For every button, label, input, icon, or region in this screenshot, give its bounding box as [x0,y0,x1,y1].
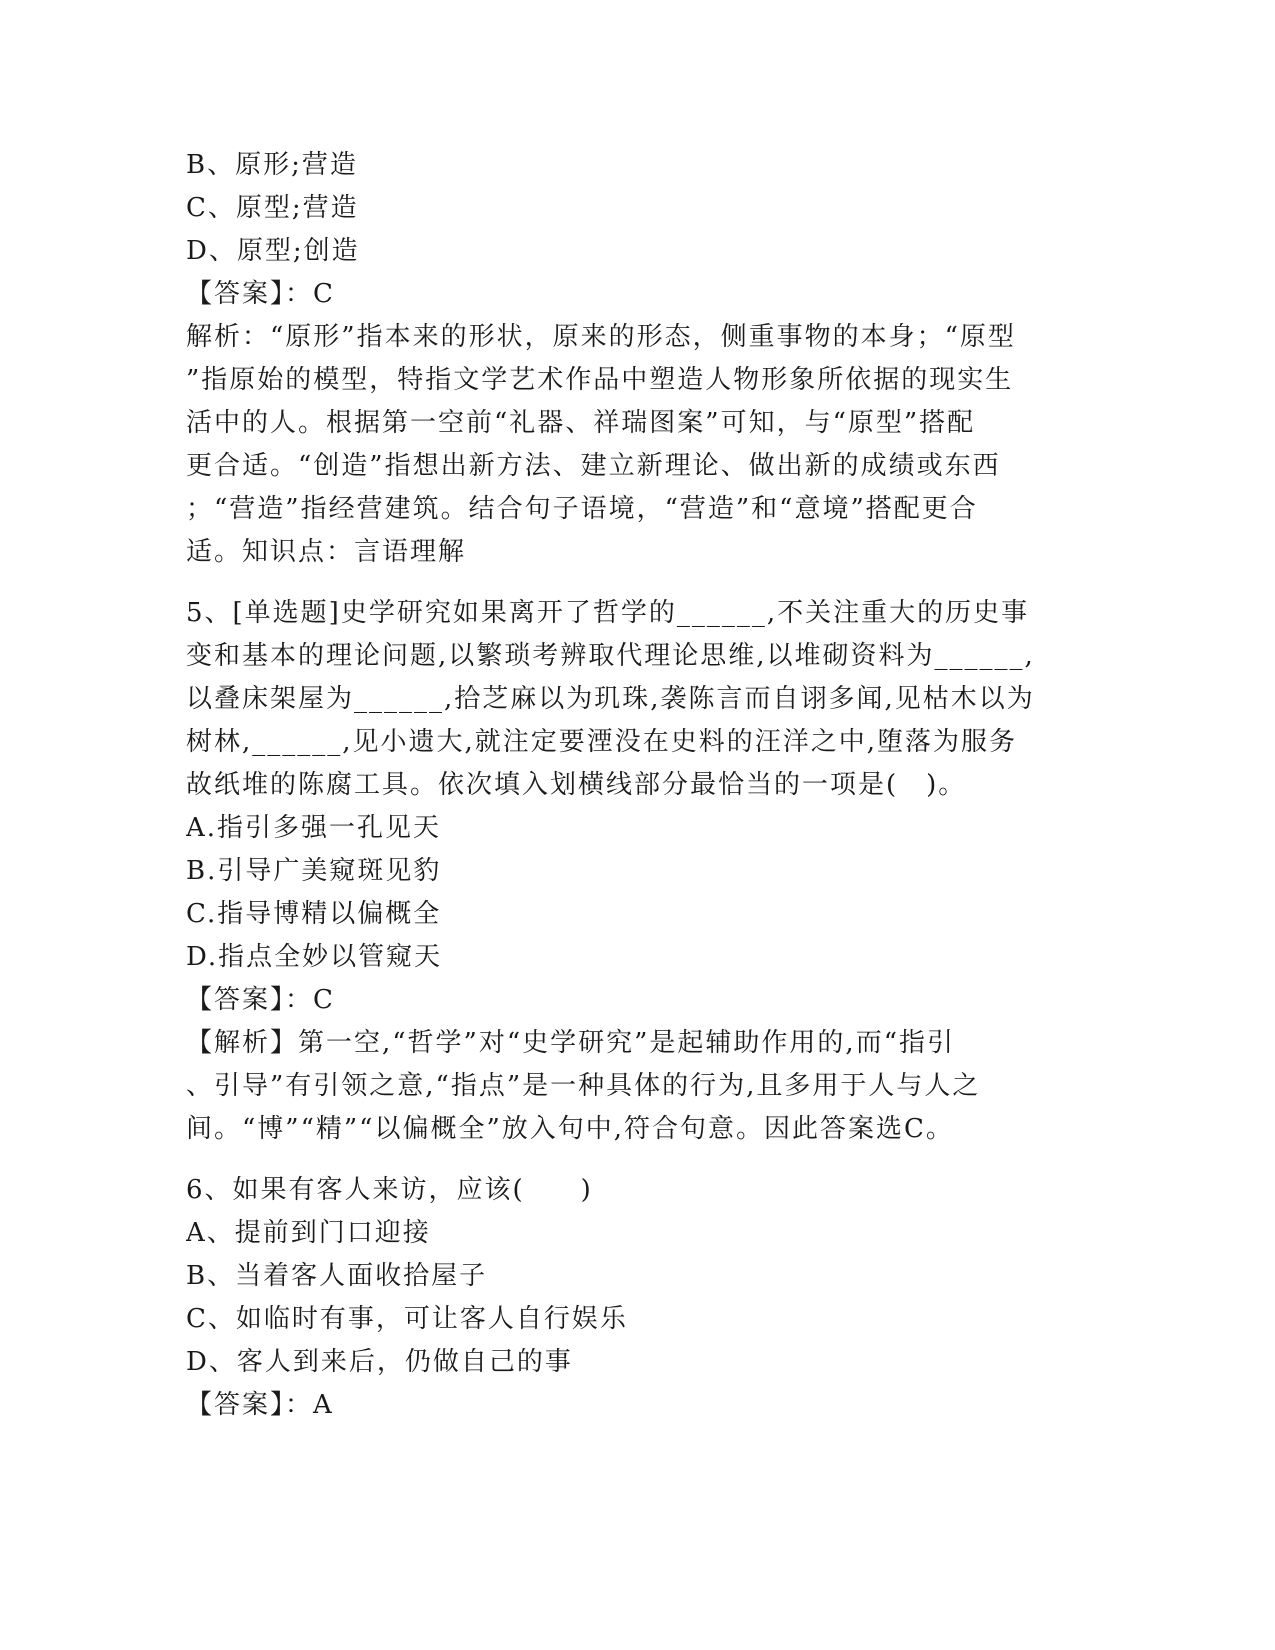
option-d: D、客人到来后，仍做自己的事 [186,1347,573,1377]
analysis-line: 【解析】第一空,“哲学”对“史学研究”是起辅助作用的,而“指引 [186,1028,955,1058]
analysis-line: 间。“博”“精”“以偏概全”放入句中,符合句意。因此答案选C。 [186,1114,954,1144]
option-c: C、原型;营造 [186,193,359,223]
option-d: D.指点全妙以管窥天 [186,942,443,972]
option-d: D、原型;创造 [186,236,360,266]
question-stem-line: 故纸堆的陈腐工具。依次填入划横线部分最恰当的一项是( )。 [186,770,967,800]
question-stem-line: 6、如果有客人来访，应该( ) [186,1175,593,1205]
analysis-line: 更合适。“创造”指想出新方法、建立新理论、做出新的成绩或东西 [186,451,1001,481]
option-b: B、当着客人面收拾屋子 [186,1261,488,1291]
document-content [186,144,1086,1427]
question-5-block [186,592,1086,1151]
question-stem-line: 5、[单选题]史学研究如果离开了哲学的______,不关注重大的历史事 [186,598,1030,628]
answer-line: 【答案】：C [186,279,335,309]
question-4-block [186,144,1086,574]
option-c: C.指导博精以偏概全 [186,899,442,929]
question-stem-line: 以叠床架屋为______,拾芝麻以为玑珠,袭陈言而自诩多闻,见枯木以为 [186,684,1035,714]
option-b: B.引导广美窥斑见豹 [186,856,442,886]
option-c: C、如临时有事，可让客人自行娱乐 [186,1304,628,1334]
option-a: A.指引多强一孔见天 [186,813,442,843]
section-gap [186,574,1086,592]
option-a: A、提前到门口迎接 [186,1218,431,1248]
answer-line: 【答案】：A [186,1390,334,1420]
analysis-line: ”指原始的模型，特指文学艺术作品中塑造人物形象所依据的现实生 [186,365,1014,395]
question-stem-line: 树林,______,见小遗大,就注定要湮没在史料的汪洋之中,堕落为服务 [186,727,1018,757]
question-stem-line: 变和基本的理论问题,以繁琐考辨取代理论思维,以堆砌资料为______, [186,641,1035,671]
analysis-line: 活中的人。根据第一空前“礼器、祥瑞图案”可知，与“原型”搭配 [186,408,976,438]
analysis-line: 、引导”有引领之意,“指点”是一种具体的行为,且多用于人与人之 [186,1071,981,1101]
option-b: B、原形;营造 [186,150,358,180]
section-gap [186,1151,1086,1169]
question-6-block [186,1169,1086,1427]
analysis-line: 适。知识点：言语理解 [186,537,467,567]
analysis-line: ；“营造”指经营建筑。结合句子语境，“营造”和“意境”搭配更合 [186,494,978,524]
answer-line: 【答案】：C [186,985,335,1015]
analysis-line: 解析：“原形”指本来的形状，原来的形态，侧重事物的本身；“原型 [186,322,1016,352]
